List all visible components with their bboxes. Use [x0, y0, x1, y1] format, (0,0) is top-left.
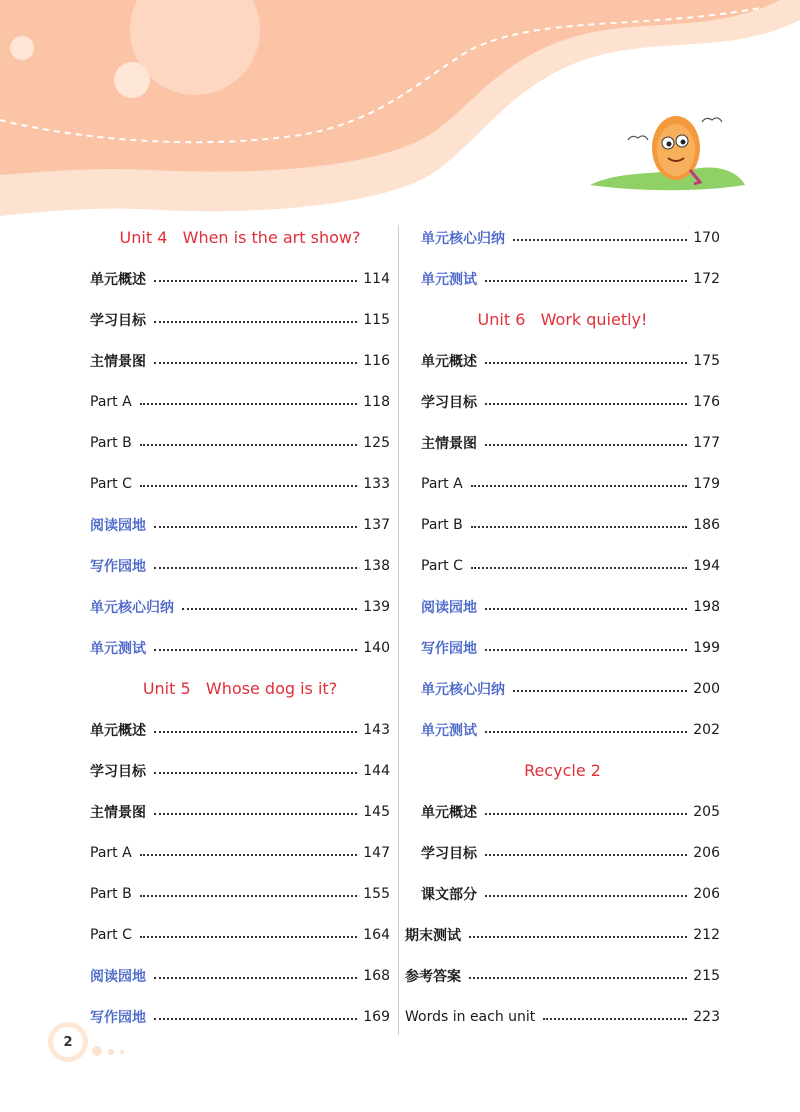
toc-entry-label: 主情景图	[90, 804, 146, 821]
toc-entry-page: 206	[693, 844, 720, 861]
toc-entry-page: 194	[693, 557, 720, 574]
toc-entry[interactable]	[90, 299, 390, 340]
toc-entry[interactable]	[405, 668, 720, 709]
toc-entry-label: 单元测试	[421, 271, 477, 288]
toc-entry[interactable]	[405, 340, 720, 381]
toc-entry-label: 单元测试	[90, 640, 146, 657]
dot-leader	[140, 935, 357, 938]
dot-leader	[469, 976, 687, 979]
toc-entry[interactable]	[405, 955, 720, 996]
dot-leader	[154, 976, 357, 979]
toc-entry-label: Part B	[421, 516, 463, 533]
dot-leader	[485, 607, 687, 610]
toc-entry-label: 单元概述	[90, 271, 146, 288]
column-divider	[398, 225, 399, 1035]
toc-entry-label: 学习目标	[90, 312, 146, 329]
toc-entry-label: 单元核心归纳	[90, 599, 174, 616]
toc-entry[interactable]	[90, 873, 390, 914]
toc-entry[interactable]	[90, 422, 390, 463]
toc-entry-page: 172	[693, 270, 720, 287]
dot-leader	[485, 361, 687, 364]
toc-entry-label: 学习目标	[421, 394, 477, 411]
dot-leader	[140, 894, 358, 897]
toc-entry-page: 169	[363, 1008, 390, 1025]
toc-entry[interactable]	[405, 996, 720, 1037]
toc-entry-label: 单元测试	[421, 722, 477, 739]
toc-entry[interactable]	[90, 914, 390, 955]
dot-leader	[485, 812, 687, 815]
toc-entry-label: 单元核心归纳	[421, 681, 505, 698]
toc-entry-page: 164	[363, 926, 390, 943]
dot-leader	[513, 238, 687, 241]
toc-entry[interactable]	[90, 545, 390, 586]
toc-entry[interactable]	[90, 996, 390, 1037]
section-heading: Recycle 2	[524, 761, 601, 780]
toc-entry-page: 125	[363, 434, 390, 451]
toc-entry-page: 179	[693, 475, 720, 492]
toc-entry-page: 200	[693, 680, 720, 697]
toc-entry-label: Part C	[421, 557, 463, 574]
toc-entry-page: 199	[693, 639, 720, 656]
toc-entry-page: 205	[693, 803, 720, 820]
toc-entry[interactable]	[405, 914, 720, 955]
dot-leader	[154, 648, 357, 651]
toc-entry-label: Part B	[90, 885, 132, 902]
toc-entry-page: 176	[693, 393, 720, 410]
toc-entry[interactable]	[405, 217, 720, 258]
toc-entry-label: 写作园地	[90, 1009, 146, 1026]
toc-entry[interactable]	[405, 873, 720, 914]
toc-entry[interactable]	[90, 381, 390, 422]
toc-entry[interactable]	[405, 463, 720, 504]
dot-leader	[485, 894, 687, 897]
toc-right-column	[405, 217, 720, 1037]
dot-leader	[485, 443, 687, 446]
toc-entry[interactable]	[405, 627, 720, 668]
toc-entry-label: 主情景图	[90, 353, 146, 370]
toc-entry-page: 212	[693, 926, 720, 943]
toc-entry[interactable]	[405, 791, 720, 832]
toc-entry-label: 单元概述	[90, 722, 146, 739]
toc-entry[interactable]	[405, 422, 720, 463]
toc-entry-page: 186	[693, 516, 720, 533]
toc-entry-label: Part A	[421, 475, 463, 492]
dot-leader	[543, 1017, 687, 1020]
toc-entry-page: 116	[363, 352, 390, 369]
toc-entry-page: 198	[693, 598, 720, 615]
dot-leader	[485, 402, 687, 405]
toc-entry[interactable]	[90, 627, 390, 668]
toc-entry[interactable]	[90, 586, 390, 627]
toc-entry-page: 223	[693, 1008, 720, 1025]
toc-entry-page: 139	[363, 598, 390, 615]
decorative-dot	[108, 1049, 114, 1055]
toc-entry-label: 写作园地	[421, 640, 477, 657]
dot-leader	[471, 525, 688, 528]
toc-entry[interactable]	[405, 832, 720, 873]
toc-entry[interactable]	[90, 258, 390, 299]
toc-entry[interactable]	[90, 832, 390, 873]
section-heading: Unit 4 When is the art show?	[119, 228, 361, 247]
toc-entry-label: Words in each unit	[405, 1008, 536, 1025]
dot-leader	[154, 1017, 357, 1020]
dot-leader	[154, 525, 357, 528]
dot-leader	[469, 935, 687, 938]
dot-leader	[471, 566, 687, 569]
dot-leader	[485, 648, 687, 651]
toc-entry-page: 168	[363, 967, 390, 984]
toc-entry-label: 阅读园地	[90, 968, 146, 985]
toc-entry-page: 177	[693, 434, 720, 451]
toc-entry[interactable]	[405, 586, 720, 627]
toc-entry-page: 155	[363, 885, 390, 902]
dot-leader	[140, 484, 357, 487]
toc-entry-label: 单元核心归纳	[421, 230, 505, 247]
page-number-badge	[48, 1022, 88, 1062]
toc-entry-page: 206	[693, 885, 720, 902]
dot-leader	[140, 443, 358, 446]
dot-leader	[154, 320, 357, 323]
toc-entry-label: 单元概述	[421, 353, 477, 370]
toc-entry-label: Part A	[90, 844, 132, 861]
toc-entry-page: 118	[363, 393, 390, 410]
toc-entry[interactable]	[90, 340, 390, 381]
toc-entry[interactable]	[90, 750, 390, 791]
toc-entry[interactable]	[90, 791, 390, 832]
decorative-dot	[92, 1046, 102, 1056]
toc-entry-page: 170	[693, 229, 720, 246]
toc-entry[interactable]	[405, 709, 720, 750]
dot-leader	[485, 730, 687, 733]
dot-leader	[140, 402, 358, 405]
toc-entry-label: 写作园地	[90, 558, 146, 575]
toc-entry-label: 学习目标	[90, 763, 146, 780]
toc-entry-page: 137	[363, 516, 390, 533]
toc-entry-page: 133	[363, 475, 390, 492]
dot-leader	[485, 853, 687, 856]
toc-entry-page: 140	[363, 639, 390, 656]
toc-entry-label: 主情景图	[421, 435, 477, 452]
toc-entry-label: 单元概述	[421, 804, 477, 821]
toc-entry-page: 115	[363, 311, 390, 328]
dot-leader	[182, 607, 357, 610]
page-number: 2	[53, 1027, 83, 1057]
dot-leader	[154, 566, 357, 569]
toc-left-column	[90, 217, 390, 1037]
toc-entry-label: 期末测试	[405, 927, 461, 944]
dot-leader	[154, 812, 357, 815]
toc-entry-page: 147	[363, 844, 390, 861]
toc-entry-label: 参考答案	[405, 968, 461, 985]
dot-leader	[485, 279, 687, 282]
dot-leader	[513, 689, 687, 692]
toc-entry-label: Part C	[90, 475, 132, 492]
section-heading: Unit 5 Whose dog is it?	[142, 679, 338, 698]
dot-leader	[154, 279, 357, 282]
toc-entry[interactable]	[405, 258, 720, 299]
toc-entry-page: 175	[693, 352, 720, 369]
toc-entry-page: 138	[363, 557, 390, 574]
toc-entry[interactable]	[405, 545, 720, 586]
toc-entry-label: 学习目标	[421, 845, 477, 862]
toc-entry-label: 阅读园地	[90, 517, 146, 534]
toc-entry-page: 114	[363, 270, 390, 287]
dot-leader	[140, 853, 358, 856]
dot-leader	[154, 361, 357, 364]
decorative-dot	[120, 1050, 124, 1054]
toc-entry-page: 143	[363, 721, 390, 738]
dot-leader	[154, 771, 357, 774]
toc-entry[interactable]	[90, 463, 390, 504]
toc-entry-label: Part B	[90, 434, 132, 451]
toc-entry-label: Part C	[90, 926, 132, 943]
toc-entry[interactable]	[405, 504, 720, 545]
toc-entry[interactable]	[90, 955, 390, 996]
toc-entry-label: Part A	[90, 393, 132, 410]
cartoon-egg-mascot-icon	[590, 116, 745, 190]
toc-entry-label: 阅读园地	[421, 599, 477, 616]
toc-entry-label: 课文部分	[421, 886, 477, 903]
toc-entry[interactable]	[90, 709, 390, 750]
header-decoration	[0, 0, 800, 230]
dot-leader	[154, 730, 357, 733]
toc-entry-page: 215	[693, 967, 720, 984]
toc-entry-page: 202	[693, 721, 720, 738]
toc-entry-page: 144	[363, 762, 390, 779]
section-heading: Unit 6 Work quietly!	[477, 310, 648, 329]
toc-entry[interactable]	[405, 381, 720, 422]
dot-leader	[471, 484, 688, 487]
toc-entry-page: 145	[363, 803, 390, 820]
toc-entry[interactable]	[90, 504, 390, 545]
